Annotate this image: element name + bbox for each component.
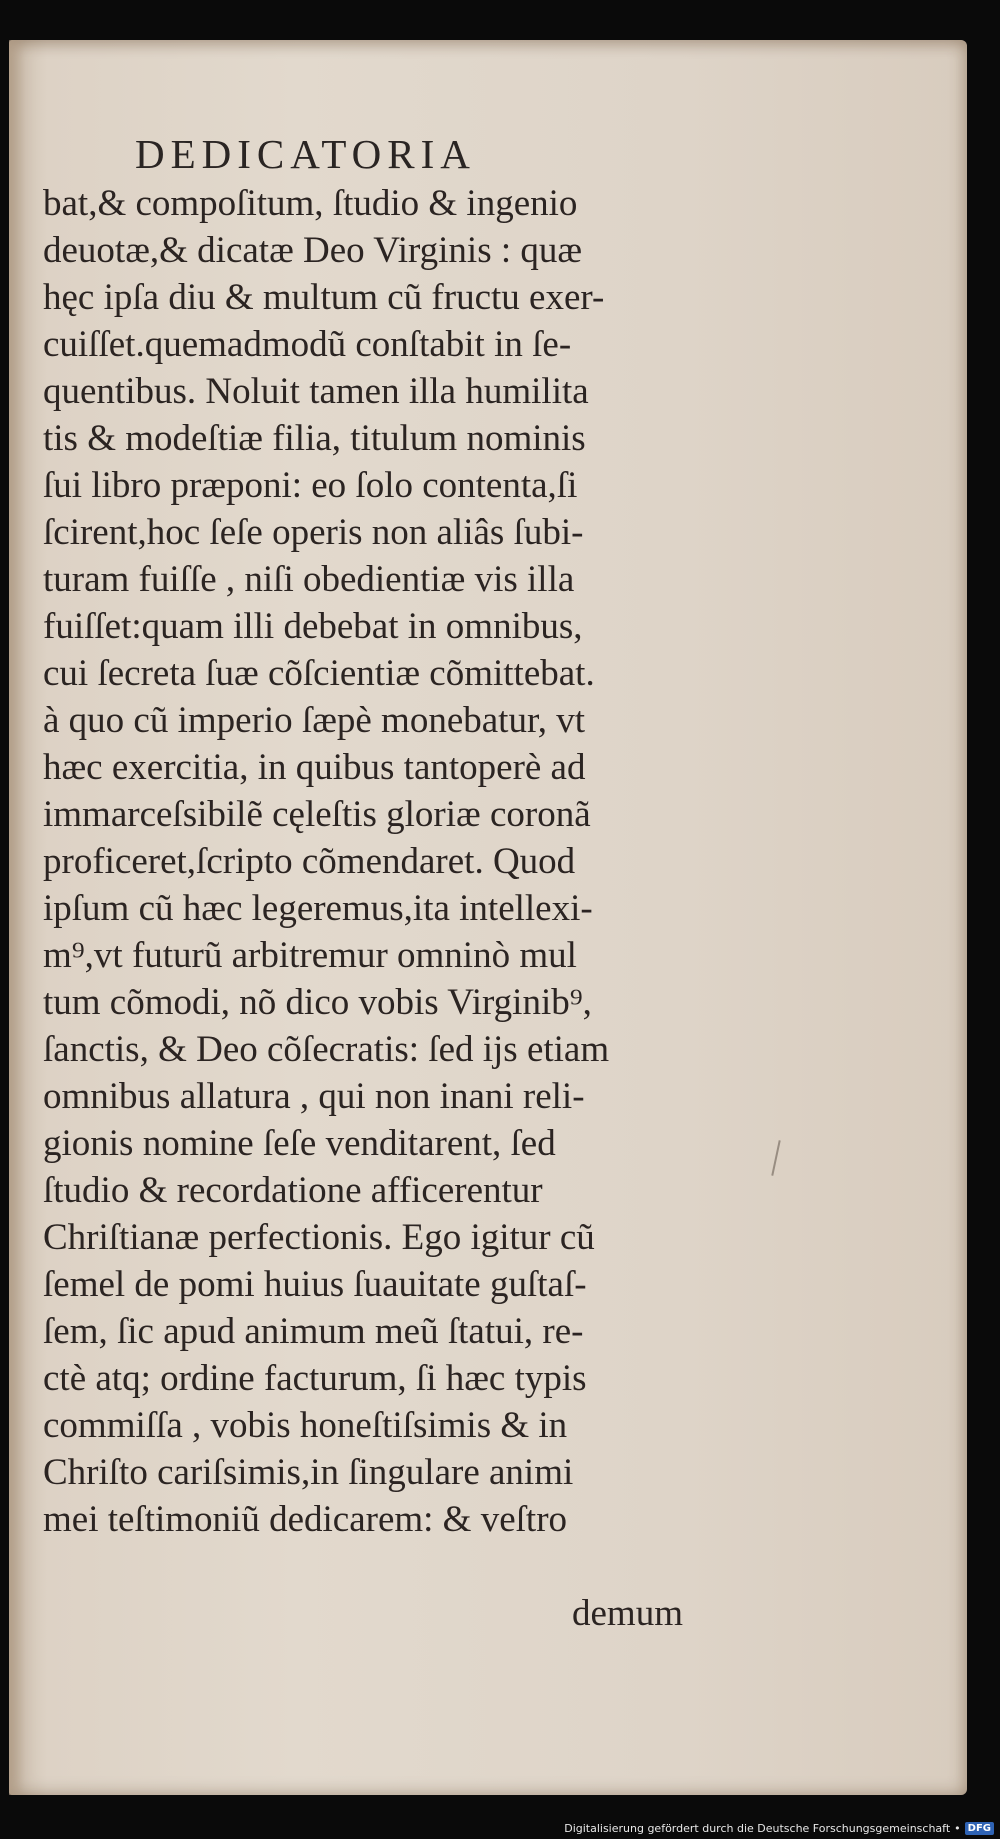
text-line: immarceſsibilẽ cęleſtis gloriæ coronã: [43, 794, 591, 835]
text-line: cuiſſet.quemadmodũ conſtabit in ſe-: [43, 324, 572, 365]
credit-separator: •: [954, 1822, 961, 1835]
text-line: cui ſecreta ſuæ cõſcientiæ cõmittebat.: [43, 653, 595, 694]
digitization-credit: [564, 1822, 994, 1835]
text-line: ſemel de pomi huius ſuauitate guſtaſ-: [43, 1264, 587, 1305]
text-line: à quo cũ imperio ſæpè monebatur, vt: [43, 700, 586, 741]
text-line: deuotæ,& dicatæ Deo Virginis : quæ: [43, 230, 583, 271]
text-line: ſcirent,hoc ſeſe operis non aliâs ſubi-: [43, 512, 584, 553]
text-line: tis & modeſtiæ filia, titulum nominis: [43, 418, 586, 459]
text-line: ſtudio & recordatione afficerentur: [43, 1170, 543, 1211]
text-line: Chriſtianæ perfectionis. Ego igitur cũ: [43, 1217, 595, 1258]
text-line: bat,& compoſitum, ſtudio & ingenio: [43, 183, 578, 224]
credit-text: Digitalisierung gefördert durch die Deutsche Forschungsgemeinschaft: [564, 1822, 951, 1835]
dfg-logo-icon: DFG: [965, 1822, 994, 1835]
page-gutter-shadow: [9, 40, 25, 1795]
text-line: hęc ipſa diu & multum cũ fructu exer-: [43, 277, 605, 318]
text-line: ipſum cũ hæc legeremus,ita intellexi-: [43, 888, 593, 929]
text-line: gionis nomine ſeſe venditarent, ſed: [43, 1123, 556, 1164]
text-line: ſui libro præponi: eo ſolo contenta,ſi: [43, 465, 578, 506]
text-line: ſem, ſic apud animum meũ ſtatui, re-: [43, 1311, 584, 1352]
text-line: fuiſſet:quam illi debebat in omnibus,: [43, 606, 583, 647]
text-line: turam fuiſſe , niſi obedientiæ vis illa: [43, 559, 575, 600]
text-line: ctè atq; ordine facturum, ſi hæc typis: [43, 1358, 587, 1399]
text-line: m⁹,vt futurũ arbitremur omninò mul: [43, 935, 577, 976]
text-line: omnibus allatura , qui non inani reli-: [43, 1076, 585, 1117]
text-line: quentibus. Noluit tamen illa humilita: [43, 371, 589, 412]
text-line: mei teſtimoniũ dedicarem: & veſtro: [43, 1499, 568, 1540]
text-line: proficeret,ſcripto cõmendaret. Quod: [43, 841, 576, 882]
text-line: commiſſa , vobis honeſtiſsimis & in: [43, 1405, 568, 1446]
body-text: [43, 180, 743, 1543]
text-line: ſanctis, & Deo cõſecratis: ſed ijs etiam: [43, 1029, 610, 1070]
running-head: DEDICATORIA: [135, 131, 476, 177]
text-line: hæc exercitia, in quibus tantoperè ad: [43, 747, 586, 788]
text-line: Chriſto cariſsimis,in ſingulare animi: [43, 1452, 574, 1493]
catchword: demum: [572, 1593, 683, 1634]
text-line: tum cõmodi, nõ dico vobis Virginib⁹,: [43, 982, 592, 1023]
